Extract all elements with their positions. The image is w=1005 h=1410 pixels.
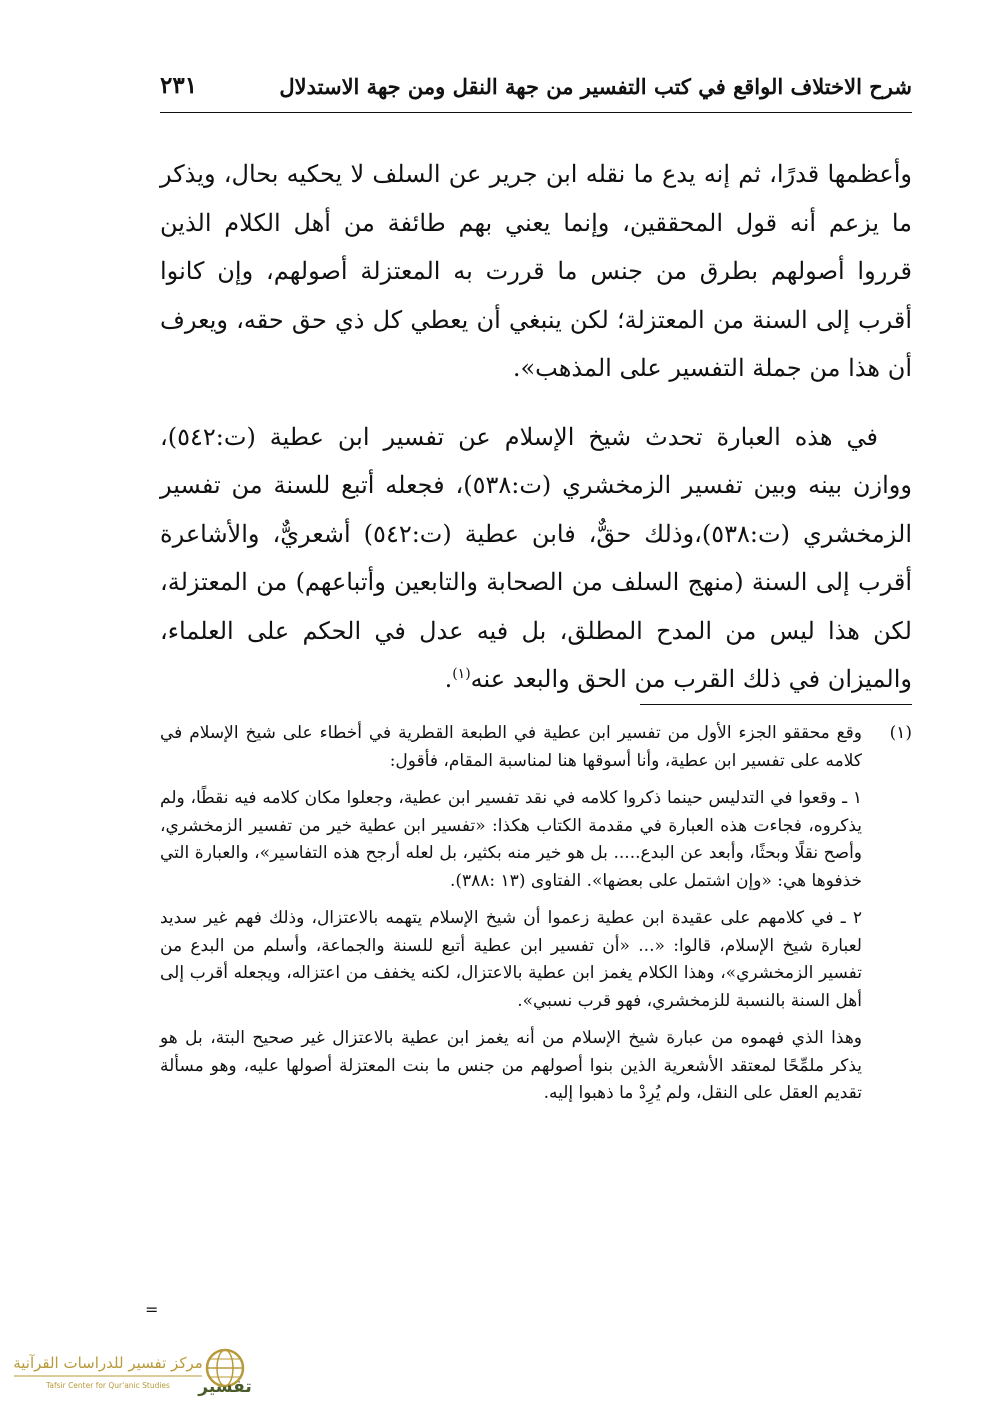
footnote-item: ١ ـ وقعوا في التدليس حينما ذكروا كلامه في نقد تفسير ابن عطية، وجعلوا مكان كلامه فيه نقطًا، ولم يذكروه، فجاءت هذه العبارة في مقدمة الكتاب هكذا: «تفسير ابن عطية خير من تفسير الزمخشري، وأصح نقلًا وبحثًا، وأبعد عن البدع..... بل هو خير منه بكثير، بل لعله أرجح هذه التفاسير»، والعبارة التي خذفوها هي: «وإن اشتمل على بعضها». الفتاوى (١٣ :٣٨٨). — [160, 788, 862, 891]
emblem-text: تفسير — [198, 1377, 252, 1397]
page-number: ٢٣١ — [160, 72, 198, 99]
footnotes — [160, 720, 912, 1118]
footnote-number: (١) — [889, 723, 912, 743]
footnote-item: وهذا الذي فهموه من عبارة شيخ الإسلام من أنه يغمز ابن عطية بالاعتزال غير صحيح البتة، بل هو يذكر ملمِّحًا لمعتقد الأشعرية الذين بنوا أصولهم من جنس ما بنت المعتزلة أصولها عليه، وهو مسألة تقديم العقل على النقل، ولم يُرِدْ ما ذهبوا إليه. — [160, 1028, 862, 1103]
paragraph — [160, 413, 912, 704]
paragraph-end: . — [444, 665, 453, 693]
logo-graphic — [10, 1340, 252, 1400]
footnote — [160, 720, 912, 1118]
logo-english-text: Tafsir Center for Qur'anic Studies — [46, 1381, 170, 1390]
paragraph-text: في هذه العبارة تحدث شيخ الإسلام عن تفسير ابن عطية (ت:٥٤٢)، ووازن بينه وبين تفسير الزمخشري (ت:٥٣٨)، فجعله أتبع للسنة من تفسير الزمخشري (ت:٥٣٨)،وذلك حقٌّ، فابن عطية (ت:٥٤٢) أشعريٌّ، والأشاعرة أقرب إلى السنة (منهج السلف من الصحابة والتابعين وأتباعهم) من المعتزلة، لكن هذا ليس من المدح المطلق، بل فيه عدل في الحكم على العلماء، والميزان في ذلك القرب من الحق والبعد عنه — [160, 422, 912, 693]
logo-arabic-text: مركز تفسير للدراسات القرآنية — [13, 1354, 203, 1372]
main-text — [160, 150, 912, 704]
footnote-item: ٢ ـ في كلامهم على عقيدة ابن عطية زعموا أن شيخ الإسلام يتهمه بالاعتزال، وذلك فهم غير سديد لعبارة شيخ الإسلام، قالوا: «... «أن تفسير ابن عطية أتبع للسنة والجماعة، وأسلم من البدع من تفسير الزمخشري»، وهذا الكلام يغمز ابن عطية بالاعتزال، لكنه يخفف من اعتزاله، ويجعله أقرب إلى أهل السنة بالنسبة للزمخشري، فهو قرب نسبي». — [160, 908, 862, 1011]
footnote-reference[interactable]: (١) — [452, 666, 471, 682]
paragraph: وأعظمها قدرًا، ثم إنه يدع ما نقله ابن جرير عن السلف لا يحكيه بحال، ويذكر ما يزعم أنه قول المحققين، وإنما يعني بهم طائفة من أهل الكلام الذين قرروا أصولهم بطرق من جنس ما قررت به المعتزلة أصولهم، وإن كانوا أقرب إلى السنة من المعتزلة؛ لكن ينبغي أن يعطي كل ذي حق حقه، ويعرف أن هذا من جملة التفسير على المذهب». — [160, 160, 912, 382]
page-header — [160, 70, 912, 113]
footnote-separator — [640, 704, 912, 705]
footnote-body — [160, 720, 862, 1118]
running-title: شرح الاختلاف الواقع في كتب التفسير من جهة النقل ومن جهة الاستدلال — [279, 74, 912, 99]
footnote-intro: وقع محققو الجزء الأول من تفسير ابن عطية في الطبعة القطرية في أخطاء على شيخ الإسلام في كلامه على تفسير ابن عطية، وأنا أسوقها هنا لمناسبة المقام، فأقول: — [160, 723, 862, 771]
center-logo — [10, 1340, 252, 1400]
continuation-mark: = — [145, 1300, 159, 1319]
